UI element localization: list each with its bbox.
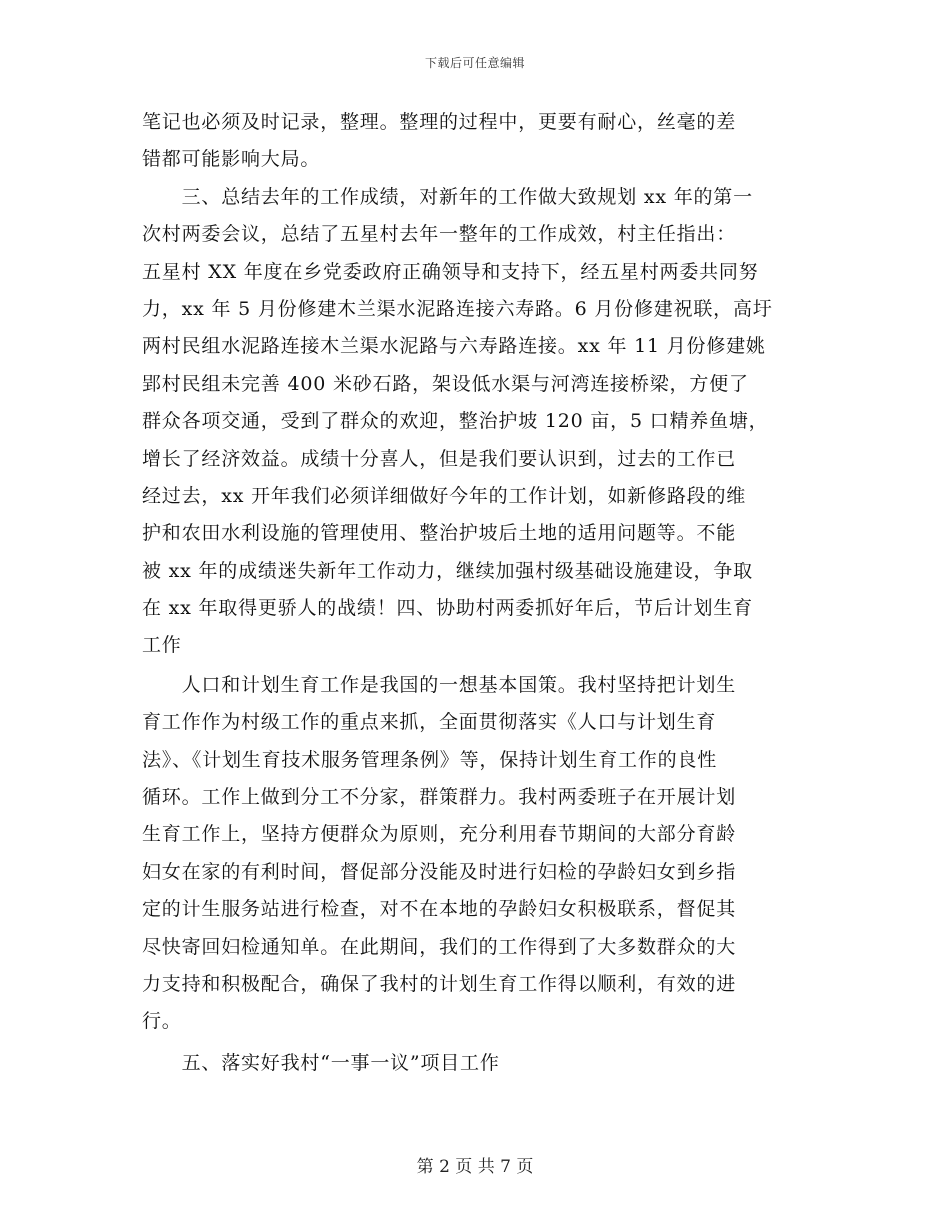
text-line: 被 xx 年的成绩迷失新年工作动力，继续加强村级基础设施建设，争取 [142,559,753,582]
document-body [142,104,812,1082]
text-line: 循环。工作上做到分工不分家，群策群力。我村两委班子在开展计划 [142,786,737,809]
text-line: 工作 [142,634,182,657]
text-line: 在 xx 年取得更骄人的战绩！四、协助村两委抓好年后，节后计划生育 [142,597,753,620]
text-line: 行。 [142,1010,182,1033]
paragraph-4 [142,1045,812,1082]
paragraph-2 [142,179,812,665]
section-heading: 五、落实好我村“一事一议”项目工作 [142,1051,500,1074]
text-line: 郢村民组未完善 400 米砂石路，架设低水渠与河湾连接桥梁，方便了 [142,372,749,395]
text-line: 三、总结去年的工作成绩，对新年的工作做大致规划 xx 年的第一 [142,185,753,208]
text-line: 定的计生服务站进行检查，对不在本地的孕龄妇女积极联系，督促其 [142,898,737,921]
page-number: 第 2 页 共 7 页 [416,1157,534,1177]
page-footer [0,1152,950,1177]
text-line: 尽快寄回妇检通知单。在此期间，我们的工作得到了大多数群众的大 [142,935,737,958]
text-line: 人口和计划生育工作是我国的一想基本国策。我村坚持把计划生 [142,673,737,696]
text-line: 妇女在家的有利时间，督促部分没能及时进行妇检的孕龄妇女到乡指 [142,860,737,883]
text-line: 笔记也必须及时记录，整理。整理的过程中，更要有耐心，丝毫的差 [142,111,737,133]
header-note: 下载后可任意编辑 [424,56,525,70]
text-line: 错都可能影响大局。 [142,148,321,171]
text-line: 力，xx 年 5 月份修建木兰渠水泥路连接六寿路。6 月份修建祝联，高圩 [142,297,773,320]
paragraph-1 [142,104,812,179]
text-line: 两村民组水泥路连接木兰渠水泥路与六寿路连接。xx 年 11 月份修建姚 [142,335,766,358]
text-line: 护和农田水利设施的管理使用、整治护坡后土地的适用问题等。不能 [142,522,737,545]
text-line: 群众各项交通，受到了群众的欢迎，整治护坡 120 亩，5 口精养鱼塘， [142,410,769,433]
text-line: 增长了经济效益。成绩十分喜人，但是我们要认识到，过去的工作已 [142,447,737,470]
text-line: 法》、《计划生育技术服务管理条例》等，保持计划生育工作的良性 [142,748,718,771]
text-line: 次村两委会议，总结了五星村去年一整年的工作成效，村主任指出： [142,223,737,246]
text-line: 五星村 XX 年度在乡党委政府正确领导和支持下，经五星村两委共同努 [142,260,759,283]
paragraph-3 [142,667,812,1041]
text-line: 力支持和积极配合，确保了我村的计划生育工作得以顺利，有效的进 [142,972,737,995]
text-line: 生育工作上，坚持方便群众为原则，充分利用春节期间的大部分育龄 [142,823,737,846]
text-line: 育工作作为村级工作的重点来抓，全面贯彻落实《人口与计划生育 [142,711,717,734]
text-line: 经过去，xx 开年我们必须详细做好今年的工作计划，如新修路段的维 [142,484,747,507]
